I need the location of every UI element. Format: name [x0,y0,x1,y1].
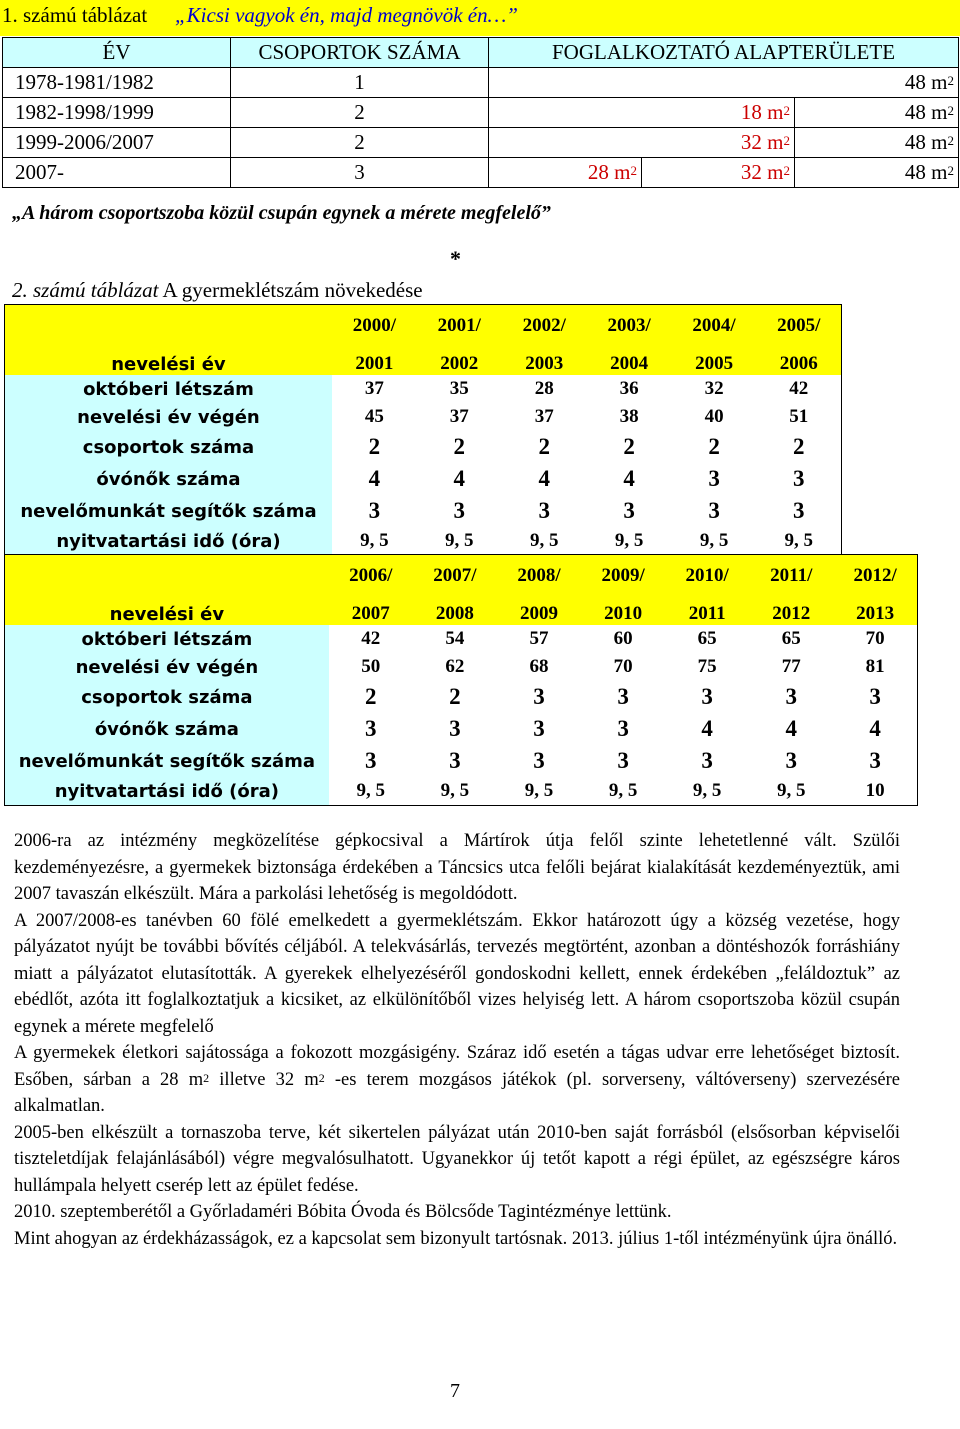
table2-value-cell: 9, 5 [417,527,502,556]
table2-row-label: nevelési év [5,347,332,375]
table2-value-cell: 4 [785,716,798,741]
table2-year-bottom: 2010 [581,597,665,625]
table1-area-value: 32 m [740,130,784,154]
table2-data-row [5,745,918,777]
table2-row-label: nevelőmunkát segítők száma [5,745,329,777]
paragraph: 2006-ra az intézmény megközelítése gépkocsival a Mártírok útja felől szinte lehetetlenné vált. Szülői kezdeményezésre, a gyermekek biztonsága érdekében a Táncsics utca felőli bejárat kialakítását kezdeményeztük, ami 2007 tavaszán elkészült. Mára a parkolási lehetőség is megoldódott. [14,831,900,904]
table2-year-bottom: 2012 [749,597,833,625]
table2-row-label: októberi létszám [5,625,329,653]
table2-data-row [5,527,842,556]
table1-area-cell [489,98,795,128]
table2-value-cell: 37 [364,378,384,399]
footnote-star: * [450,246,461,271]
table2-year-bottom: 2009 [497,597,581,625]
table1-area-value: 48 m [904,70,948,94]
table2-value-cell: 3 [701,748,713,773]
table2-row-label: csoportok száma [5,431,332,463]
table1-header-cell: CSOPORTOK SZÁMA [231,38,489,68]
table2-year-bottom: 2001 [332,347,417,375]
table2-value-cell: 3 [533,684,545,709]
table2-value-cell: 3 [538,498,550,523]
table2-value-cell: 3 [785,748,798,773]
table2-data-row [5,625,918,653]
table2-value-cell: 42 [757,375,842,403]
table1-area-sup: 2 [947,103,955,118]
body-text [14,828,900,1252]
table2-value-cell: 36 [619,378,639,399]
table2-value-cell: 50 [361,656,381,677]
table2-value-cell: 9, 5 [502,527,587,556]
table2-value-cell: 57 [529,628,549,649]
table2-value-cell: 3 [533,716,545,741]
table2-value-cell: 65 [697,628,717,649]
table2-row-label: nevelési év végén [5,403,332,431]
table2-row-label: nevelési év [5,597,329,625]
table2-year-bottom: 2003 [502,347,587,375]
paragraph: 2010. szeptemberétől a Győrladaméri Bóbita Óvoda és Bölcsőde Tagintézménye lettünk. [14,1202,672,1222]
table2-value-cell: 4 [368,466,381,491]
table2-value-cell: 40 [704,406,724,427]
table2-value-cell: 10 [833,777,917,806]
table2-year-row [5,305,842,348]
table2-value-cell: 3 [365,716,377,741]
table2-corner-cell [5,555,329,598]
table2-row-label: októberi létszám [5,375,332,403]
table2-value-cell: 65 [781,628,801,649]
table1-year-cell: 1999-2006/2007 [3,128,231,158]
table1-header-cell: ÉV [3,38,231,68]
table2-value-cell: 3 [617,684,629,709]
table2-value-cell: 42 [361,628,381,649]
table2-value-cell: 2 [368,434,381,459]
table2-value-cell: 68 [529,656,549,677]
table1-groups-cell: 1 [231,68,489,98]
table2-year-bottom: 2013 [833,597,917,625]
table1-caption-label: 1. számú táblázat [2,3,148,27]
table1-note: „A három csoportszoba közül csupán egynek a mérete megfelelő” [12,202,551,224]
table2-data-row [5,375,842,403]
table2-row-label: óvónők száma [5,463,332,495]
table1-year-cell: 1978-1981/1982 [3,68,231,98]
table2-year-top: 2008/ [497,555,581,598]
table2-value-cell: 2 [449,684,461,709]
table1-area-sup: 2 [783,133,790,148]
table2-value-cell: 4 [538,466,550,491]
table2-year-top: 2005/ [757,305,842,348]
table2-value-cell: 62 [445,656,465,677]
table1-year-cell: 1982-1998/1999 [3,98,231,128]
table2-value-cell: 37 [449,406,469,427]
table2-year-top: 2004/ [672,305,757,348]
table2-block1 [4,304,842,556]
table1-header-cell: FOGLALKOZTATÓ ALAPTERÜLETE [489,38,959,68]
table2-value-cell: 3 [623,498,635,523]
table1 [2,37,959,188]
table2-data-row [5,777,918,806]
table2-value-cell: 9, 5 [581,777,665,806]
table2-data-row [5,495,842,527]
table2-year-bottom: 2007 [329,597,413,625]
table2-data-row [5,653,918,681]
table2-value-cell: 77 [781,656,801,677]
table1-row [3,158,959,188]
table1-area-cell [489,68,959,98]
table2-corner-cell [5,305,332,348]
table2-year-top: 2011/ [749,555,833,598]
table2-value-cell: 3 [453,498,466,523]
table1-area-sup: 2 [947,163,955,178]
table2-block2 [4,554,918,806]
table2-value-cell: 45 [364,406,384,427]
table2-value-cell: 37 [534,406,554,427]
table2-value-cell: 3 [533,748,545,773]
table2-caption-label: 2. számú táblázat [12,278,159,302]
table2-value-cell: 54 [445,628,465,649]
table2-value-cell: 9, 5 [587,527,672,556]
table2-value-cell: 2 [453,434,466,459]
page-number: 7 [450,1380,460,1402]
table2-year-top: 2010/ [665,555,749,598]
table1-area-value: 28 m [587,160,631,184]
table2-value-cell: 70 [833,625,917,653]
table2-value-cell: 3 [617,716,629,741]
table2-year-top: 2003/ [587,305,672,348]
table2-data-row [5,463,842,495]
table2-value-cell: 60 [613,628,633,649]
table1-area-sup: 2 [630,163,637,178]
table2-value-cell: 51 [757,403,842,431]
table2-value-cell: 2 [757,431,842,463]
table1-area-value: 48 m [904,100,948,124]
table2-caption [12,278,423,303]
table2-value-cell: 4 [453,466,466,491]
table2-row-label: nyitvatartási idő (óra) [5,527,332,556]
table1-year-cell: 2007- [3,158,231,188]
table2-year-row [5,597,918,625]
table1-area-cell [489,158,642,188]
table2-value-cell: 9, 5 [329,777,413,806]
table1-row [3,98,959,128]
table2-value-cell: 9, 5 [665,777,749,806]
table2-value-cell: 9, 5 [413,777,497,806]
table2-year-top: 2007/ [413,555,497,598]
table2-row-label: nevelőmunkát segítők száma [5,495,332,527]
table2-year-top: 2002/ [502,305,587,348]
table1-area-cell [795,98,959,128]
table2-value-cell: 70 [613,656,633,677]
table2-value-cell: 3 [365,748,377,773]
table2-value-cell: 3 [833,681,917,713]
table2-value-cell: 9, 5 [332,527,417,556]
table2-row-label: nevelési év végén [5,653,329,681]
table2-value-cell: 3 [701,684,713,709]
paragraph: Mint ahogyan az érdekházasságok, ez a kapcsolat sem bizonyult tartósnak. 2013. július 1-től intézményünk újra önálló. [14,1228,898,1249]
table2-value-cell: 3 [757,463,842,495]
table2-value-cell: 3 [617,748,629,773]
table1-area-value: 18 m [740,100,784,124]
table1-area-sup: 2 [783,103,790,118]
table2-caption-title: A gyermeklétszám növekedése [162,278,423,302]
table2-value-cell: 2 [708,434,720,459]
table2-year-top: 2009/ [581,555,665,598]
table2-data-row [5,431,842,463]
table2-year-top: 2001/ [417,305,502,348]
table1-groups-cell: 2 [231,128,489,158]
paragraph: A 2007/2008-es tanévben 60 fölé emelkedett a gyermeklétszám. Ekkor határozott úgy a község vezetése, hogy pályázatot nyújt be további bővítés céljából. A telekvásárlás, tervezés megtörtént, azonban a döntéshozók forráshiány miatt a pályázatot elutasították. A gyerekek elhelyezéséről gondoskodni kellett, ennek érdekében „feláldoztuk” az ebédlőt, azóta itt foglalkoztatjuk a kicsiket, az elkülönítőből vizes helyiség lett. A három csoportszoba közül csupán egynek a mérete megfelelő [14,910,900,1037]
table2-year-top: 2006/ [329,555,413,598]
table1-groups-cell: 3 [231,158,489,188]
table2-value-cell: 3 [708,498,720,523]
table2-value-cell: 9, 5 [497,777,581,806]
table2-value-cell: 35 [449,378,469,399]
table1-area-cell [795,158,959,188]
table1-caption-title: „Kicsi vagyok én, majd megnövök én…” [175,3,518,27]
table2-row-label: nyitvatartási idő (óra) [5,777,329,806]
table2-value-cell: 2 [365,684,377,709]
table1-area-value: 48 m [904,160,948,184]
table1-row [3,128,959,158]
table2-row-label: csoportok száma [5,681,329,713]
table2-value-cell: 3 [449,716,461,741]
table2-row-label: óvónők száma [5,713,329,745]
table2-value-cell: 75 [697,656,717,677]
table2-year-bottom: 2008 [413,597,497,625]
table2-value-cell: 3 [833,745,917,777]
table2-value-cell: 32 [704,378,724,399]
table1-area-sup: 2 [947,73,955,88]
table2-year-top: 2012/ [833,555,917,598]
table2-value-cell: 4 [833,713,917,745]
table2-value-cell: 4 [623,466,635,491]
table2-value-cell: 9, 5 [672,527,757,556]
table2-data-row [5,403,842,431]
table1-row [3,68,959,98]
paragraph: 2005-ben elkészült a tornaszoba terve, két sikertelen pályázat után 2010-ben saját forrásból (elsősorban képviselői tiszteletdíjak felajánlásából) végre megvalósulhatott. Ugyanekkor új tetőt kapott a régi épület, az egészségre káros hullámpala helyett cserép lett az épület fedése. [14,1122,900,1196]
table2-value-cell: 3 [449,748,461,773]
table1-area-value: 48 m [904,130,948,154]
table2-value-cell: 3 [368,498,381,523]
table2-year-bottom: 2011 [665,597,749,625]
table1-area-sup: 2 [783,163,790,178]
table2-value-cell: 9, 5 [757,527,842,556]
table1-area-cell [642,158,795,188]
paragraph: A gyermekek életkori sajátossága a fokozott mozgásigény. Száraz idő esetén a tágas udvar erre lehetőséget biztosít. Esőben, sárban a 28 $m^2$ illetve 32 $m^2$ -es terem mozgásos játékok (pl. sorverseny, váltóverseny) szervezésére alkalmatlan. [14,1043,900,1116]
table2-value-cell: 2 [538,434,550,459]
table1-area-cell [489,128,795,158]
table1-header-row [3,38,959,68]
table2-year-row [5,347,842,375]
table2-year-bottom: 2005 [672,347,757,375]
table2-value-cell: 4 [701,716,713,741]
table2-value-cell: 38 [619,406,639,427]
table1-area-cell [795,128,959,158]
table2-year-bottom: 2002 [417,347,502,375]
table2-value-cell: 3 [785,684,798,709]
table1-area-sup: 2 [947,133,955,148]
table2-value-cell: 28 [534,378,554,399]
table2-value-cell: 3 [708,466,720,491]
table2-data-row [5,681,918,713]
table1-area-value: 32 m [740,160,784,184]
table2-value-cell: 9, 5 [749,777,833,806]
table2-value-cell: 81 [833,653,917,681]
table2-year-row [5,555,918,598]
table1-groups-cell: 2 [231,98,489,128]
table2-year-bottom: 2004 [587,347,672,375]
table2-year-bottom: 2006 [757,347,842,375]
table2-data-row [5,713,918,745]
table1-caption [0,0,960,36]
table2-year-top: 2000/ [332,305,417,348]
table2-value-cell: 3 [757,495,842,527]
table2-value-cell: 2 [623,434,635,459]
